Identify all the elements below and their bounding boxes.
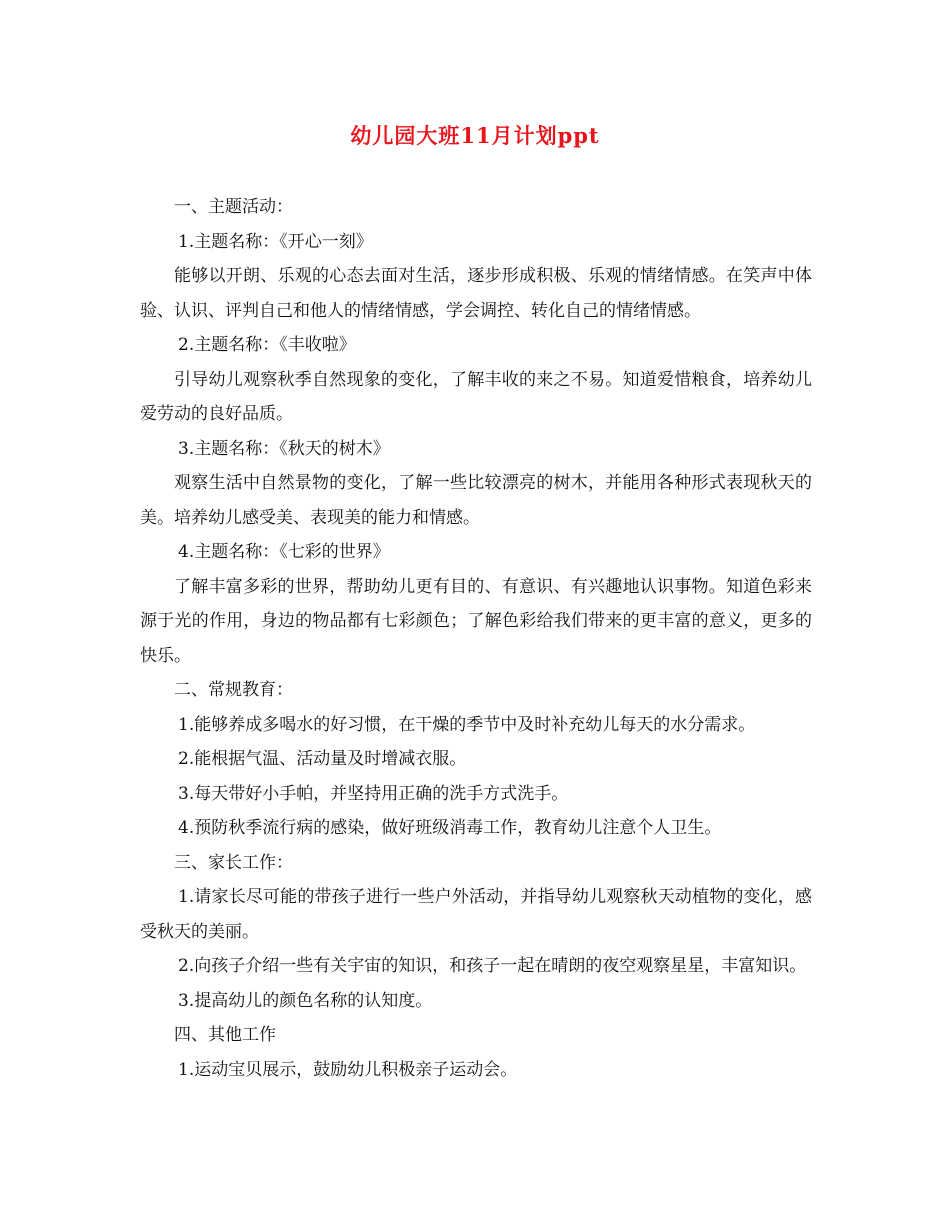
theme-1-title: 1.主题名称：《开心一刻》 (178, 231, 373, 252)
theme-1-body: 能够以开朗、乐观的心态去面对生活，逐步形成积极、乐观的情绪情感。在笑声中体验、认识、评判自己和他人的情绪情感，学会调控、转化自己的情绪情感。 (140, 266, 812, 321)
section-heading-parents: 三、家长工作： (174, 852, 293, 873)
theme-4-body: 了解丰富多彩的世界，帮助幼儿更有目的、有意识、有兴趣地认识事物。知道色彩来源于光的作用，身边的物品都有七彩颜色；了解色彩给我们带来的更丰富的意义，更多的快乐。 (140, 576, 812, 666)
routine-item-2: 2.能根据气温、活动量及时增减衣服。 (178, 749, 467, 769)
section-heading-themes: 一、主题活动： (174, 197, 293, 217)
other-item-1: 1.运动宝贝展示，鼓励幼儿积极亲子运动会。 (178, 1059, 518, 1080)
theme-3-body: 观察生活中自然景物的变化，了解一些比较漂亮的树木，并能用各种形式表现秋天的美。培养幼儿感受美、表现美的能力和情感。 (140, 473, 812, 528)
document-body (140, 190, 812, 1087)
section-heading-routine: 二、常规教育： (174, 680, 293, 700)
parents-item-3: 3.提高幼儿的颜色名称的认知度。 (178, 990, 433, 1011)
theme-4-title: 4.主题名称：《七彩的世界》 (178, 542, 390, 562)
parents-item-1: 1.请家长尽可能的带孩子进行一些户外活动，并指导幼儿观察秋天动植物的变化，感受秋天的美丽。 (140, 887, 812, 942)
routine-item-3: 3.每天带好小手帕，并坚持用正确的洗手方式洗手。 (178, 783, 569, 804)
section-heading-other: 四、其他工作 (174, 1025, 276, 1045)
parents-item-2: 2.向孩子介绍一些有关宇宙的知识，和孩子一起在晴朗的夜空观察星星，丰富知识。 (178, 956, 807, 976)
theme-2-title: 2.主题名称：《丰收啦》 (178, 335, 356, 355)
theme-2-body: 引导幼儿观察秋季自然现象的变化，了解丰收的来之不易。知道爱惜粮食，培养幼儿爱劳动的良好品质。 (140, 369, 812, 424)
routine-item-1: 1.能够养成多喝水的好习惯，在干燥的季节中及时补充幼儿每天的水分需求。 (178, 714, 756, 735)
theme-3-title: 3.主题名称：《秋天的树木》 (178, 438, 390, 459)
document-title: 幼儿园大班11月计划ppt (350, 123, 600, 148)
routine-item-4: 4.预防秋季流行病的感染，做好班级消毒工作，教育幼儿注意个人卫生。 (178, 818, 722, 838)
